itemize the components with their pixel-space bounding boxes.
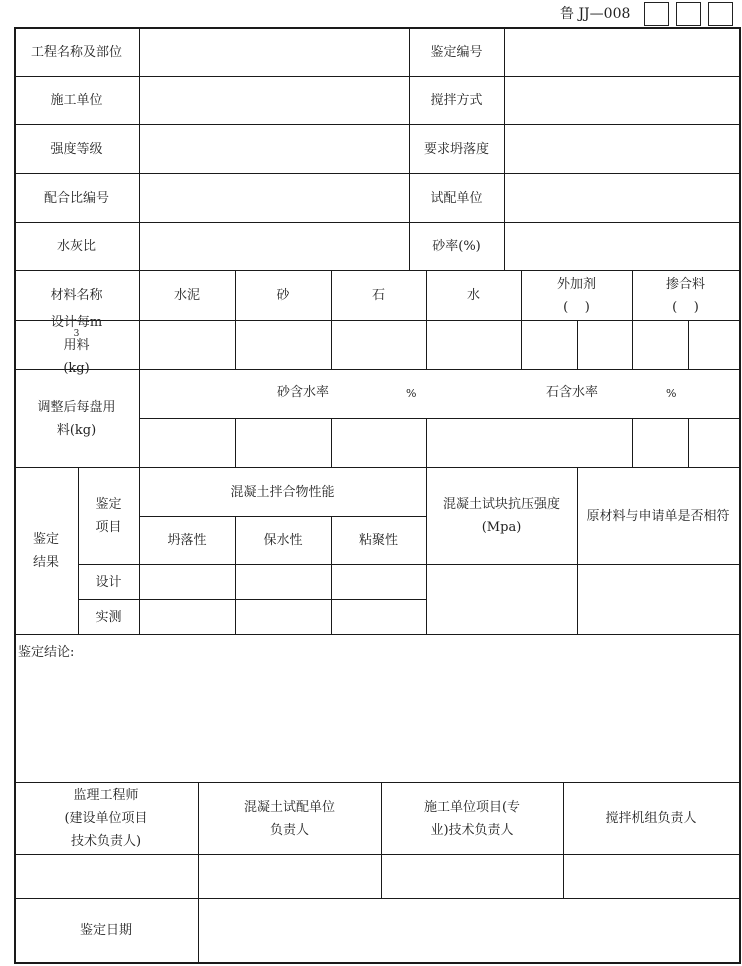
label-design: 设计 <box>95 574 122 590</box>
row-line <box>14 634 741 635</box>
label-water-retention: 保水性 <box>263 533 303 548</box>
label-appraisal-conclusion: 鉴定结论: <box>18 645 75 660</box>
label-sand-moisture: 砂含水率 <box>277 385 330 400</box>
row-line <box>14 854 741 855</box>
sand-moisture-pct: % <box>406 387 417 400</box>
col-line <box>331 418 332 467</box>
serial-box-1[interactable] <box>644 2 669 26</box>
col-water: 水 <box>466 288 480 303</box>
label-design-per-m3 <box>14 314 139 376</box>
row-line <box>139 418 741 419</box>
row-line <box>78 564 741 565</box>
label-wc-ratio: 水灰比 <box>56 239 96 254</box>
col-stone: 石 <box>371 288 385 303</box>
label-supervisor: 监理工程师 (建设单位项目 技术负责人) <box>64 788 148 849</box>
mineral-label: 掺合料 <box>665 276 705 292</box>
label-strength-grade: 强度等级 <box>50 141 103 157</box>
design-label-unit: (kg) <box>63 360 90 376</box>
col-line <box>139 27 140 270</box>
col-cement: 水泥 <box>173 288 200 303</box>
label-appraisal-date: 鉴定日期 <box>79 923 132 938</box>
label-mix-no: 配合比编号 <box>43 190 109 206</box>
col-line <box>632 418 633 467</box>
col-line <box>235 418 236 467</box>
label-mixer-head: 搅拌机组负责人 <box>605 811 697 826</box>
label-trial-unit: 试配单位 <box>430 190 483 206</box>
col-line <box>577 320 578 369</box>
mineral-paren: ( ) <box>672 299 699 315</box>
label-appraisal-item: 鉴定 项目 <box>95 497 122 535</box>
label-appraisal-no: 鉴定编号 <box>430 44 483 60</box>
col-line <box>688 320 689 369</box>
label-compressive-strength: 混凝土试块抗压强度 (Mpa) <box>442 497 560 535</box>
label-trial-unit-head: 混凝土试配单位 负责人 <box>243 799 335 838</box>
label-stone-moisture: 石含水率 <box>546 385 599 400</box>
form-code: 鲁 JJ—008 <box>560 6 631 22</box>
col-line <box>426 418 427 467</box>
col-mineral <box>632 271 739 320</box>
serial-box-2[interactable] <box>676 2 701 26</box>
label-slump: 坍落性 <box>167 533 207 548</box>
label-material-name: 材料名称 <box>50 288 103 303</box>
col-admixture <box>521 271 632 320</box>
col-line <box>139 369 140 467</box>
label-material-conformity: 原材料与申请单是否相符 <box>586 508 730 524</box>
border-right <box>739 27 741 964</box>
label-construction-unit: 施工单位 <box>50 93 103 108</box>
label-mixing-method: 搅拌方式 <box>430 93 483 108</box>
label-cohesion: 粘聚性 <box>358 533 398 548</box>
label-project-name: 工程名称及部位 <box>30 44 122 60</box>
label-mix-performance: 混凝土拌合物性能 <box>230 484 335 500</box>
label-required-slump: 要求坍落度 <box>423 141 489 157</box>
design-label-line1: 设计每m 3 用料 <box>50 314 103 353</box>
col-line <box>504 27 505 270</box>
label-sand-ratio: 砂率(%) <box>432 239 481 254</box>
admixture-label: 外加剂 <box>556 276 596 292</box>
label-measured: 实测 <box>95 609 122 625</box>
col-sand: 砂 <box>276 288 290 303</box>
serial-box-3[interactable] <box>708 2 733 26</box>
admixture-paren: ( ) <box>563 299 590 315</box>
label-adjusted-per-batch: 调整后每盘用 料(kg) <box>37 399 116 438</box>
label-construction-tech-head: 施工单位项目(专 业)技术负责人 <box>423 799 521 838</box>
border-bottom <box>14 962 741 964</box>
col-line <box>688 418 689 467</box>
stone-moisture-pct: % <box>666 387 677 400</box>
label-appraisal-result: 鉴定 结果 <box>32 532 59 570</box>
